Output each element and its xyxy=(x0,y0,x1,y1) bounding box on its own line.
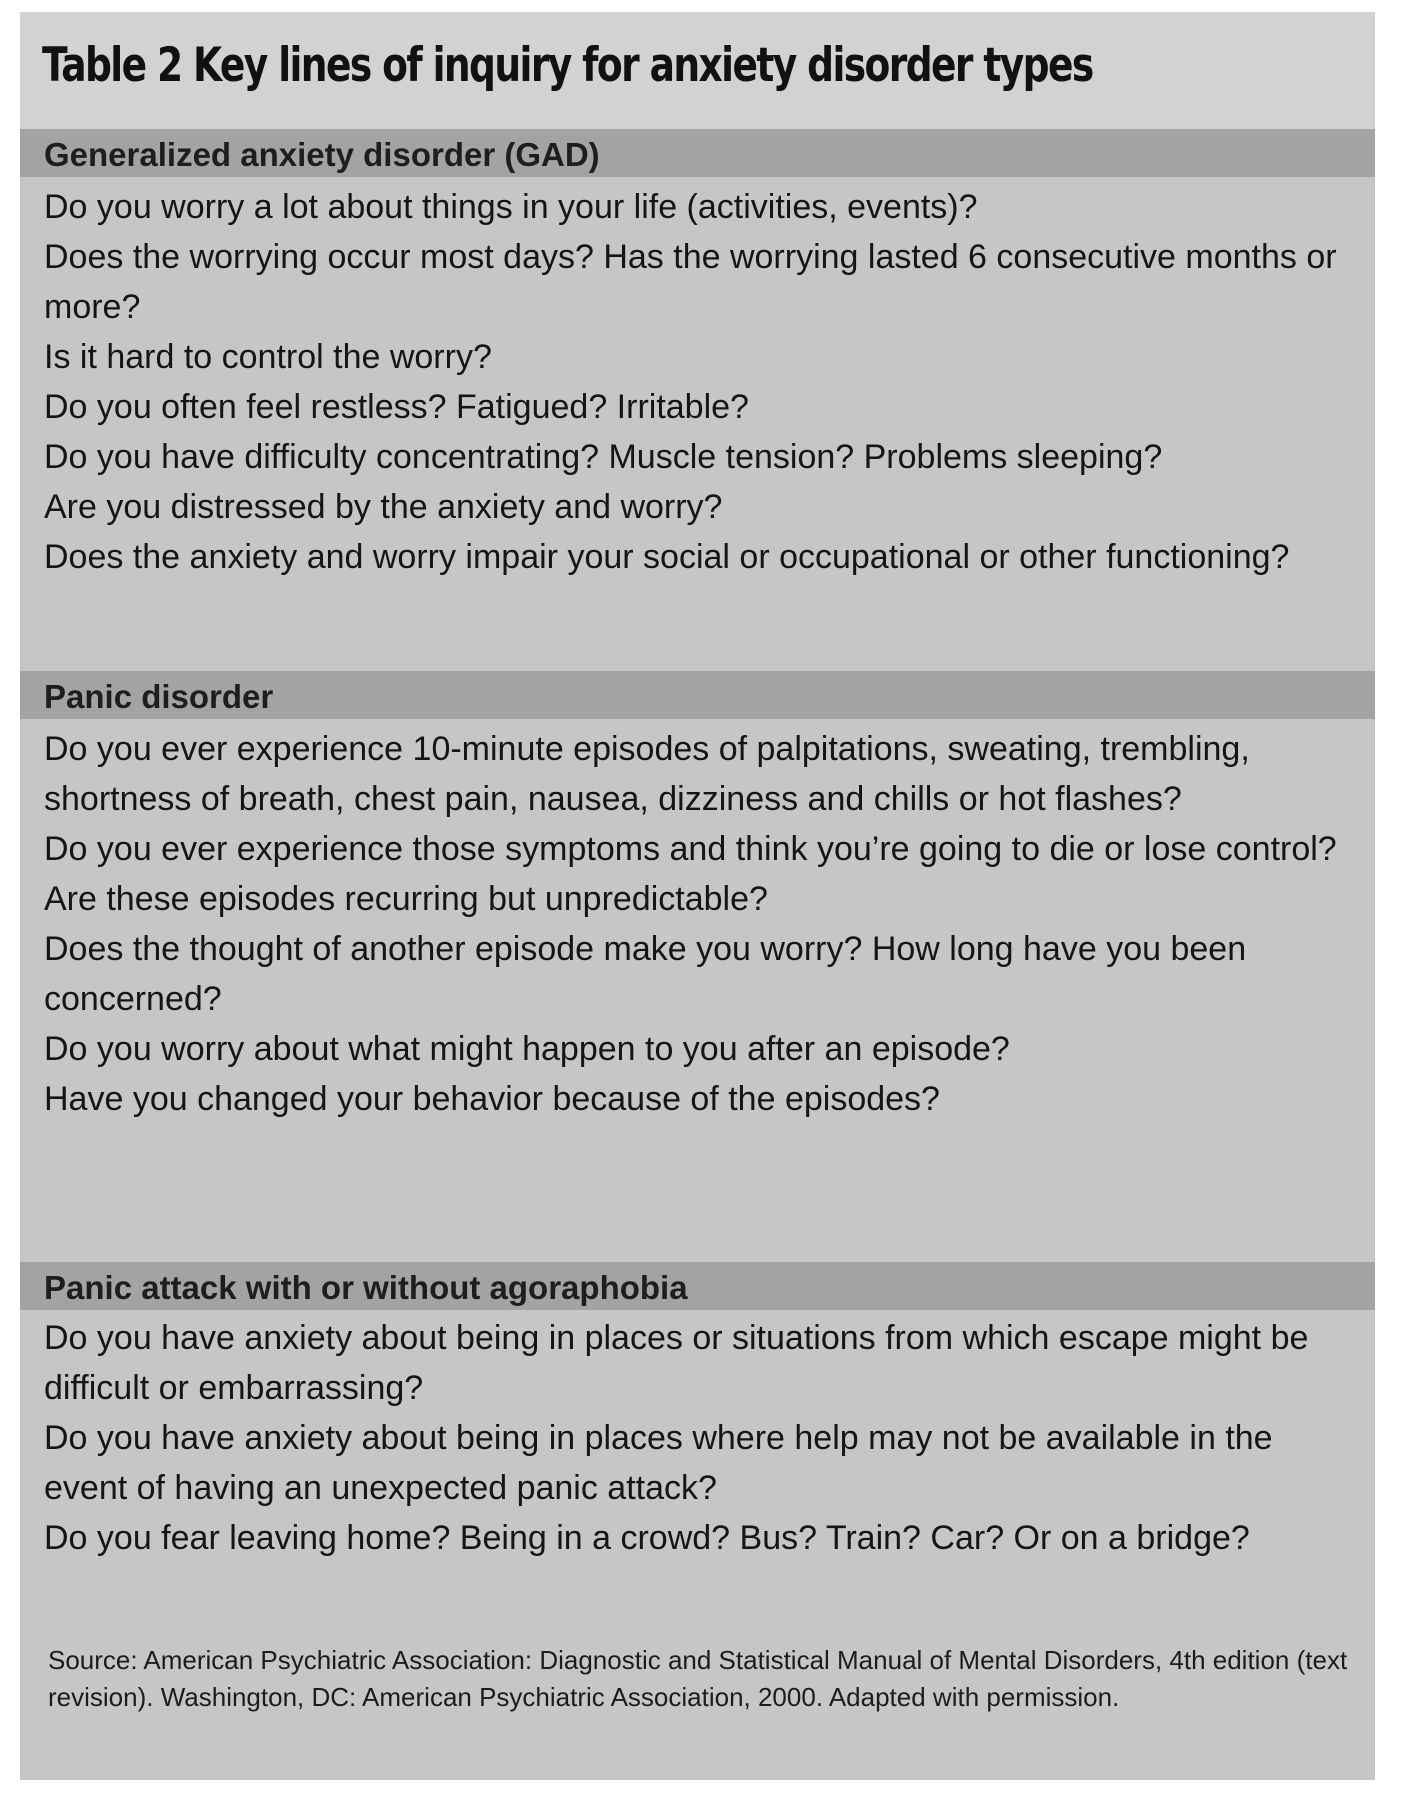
question-item: Do you have anxiety about being in places where help may not be available in the event of having an unexpected panic attack? xyxy=(44,1419,1273,1507)
question-item: Does the anxiety and worry impair your social or occupational or other functioning? xyxy=(44,538,1290,576)
section-body-gad xyxy=(44,182,1354,582)
section-heading-gad: Generalized anxiety disorder (GAD) xyxy=(44,136,600,173)
question-item: Do you worry a lot about things in your life (activities, events)? xyxy=(44,188,978,226)
question-item: Do you have anxiety about being in places or situations from which escape might be difficult or embarrassing? xyxy=(44,1319,1309,1407)
table-title-bar xyxy=(20,12,1375,130)
question-item: Have you changed your behavior because of the episodes? xyxy=(44,1080,940,1118)
section-heading-agoraphobia: Panic attack with or without agoraphobia xyxy=(44,1269,688,1306)
question-item: Do you ever experience those symptoms and think you’re going to die or lose control? xyxy=(44,830,1337,868)
question-item: Do you fear leaving home? Being in a crowd? Bus? Train? Car? Or on a bridge? xyxy=(44,1519,1250,1557)
section-header-gad xyxy=(20,129,1375,177)
section-header-panic-disorder xyxy=(20,671,1375,719)
section-body-agoraphobia xyxy=(44,1313,1354,1563)
question-item: Does the thought of another episode make you worry? How long have you been concerned? xyxy=(44,930,1247,1018)
section-heading-panic-disorder: Panic disorder xyxy=(44,678,274,715)
question-item: Is it hard to control the worry? xyxy=(44,338,492,376)
question-item: Do you ever experience 10-minute episodes of palpitations, sweating, trembling, shortness of breath, chest pain, nausea, dizziness and chills or hot flashes? xyxy=(44,730,1250,818)
section-body-panic-disorder xyxy=(44,724,1354,1124)
question-item: Are these episodes recurring but unpredictable? xyxy=(44,880,768,918)
table-title: Table 2 Key lines of inquiry for anxiety disorder types xyxy=(42,38,1093,93)
section-header-agoraphobia xyxy=(20,1262,1375,1310)
question-item: Does the worrying occur most days? Has the worrying lasted 6 consecutive months or more? xyxy=(44,238,1337,326)
question-item: Do you have difficulty concentrating? Muscle tension? Problems sleeping? xyxy=(44,438,1163,476)
table-panel xyxy=(20,12,1375,1780)
source-citation: Source: American Psychiatric Association: Diagnostic and Statistical Manual of Mental Disorders, 4th edition (text revision). Washington, DC: American Psychiatric Association, 2000. Adapted with permission. xyxy=(48,1645,1348,1712)
question-item: Do you worry about what might happen to you after an episode? xyxy=(44,1030,1010,1068)
question-item: Are you distressed by the anxiety and worry? xyxy=(44,488,723,526)
question-item: Do you often feel restless? Fatigued? Irritable? xyxy=(44,388,749,426)
